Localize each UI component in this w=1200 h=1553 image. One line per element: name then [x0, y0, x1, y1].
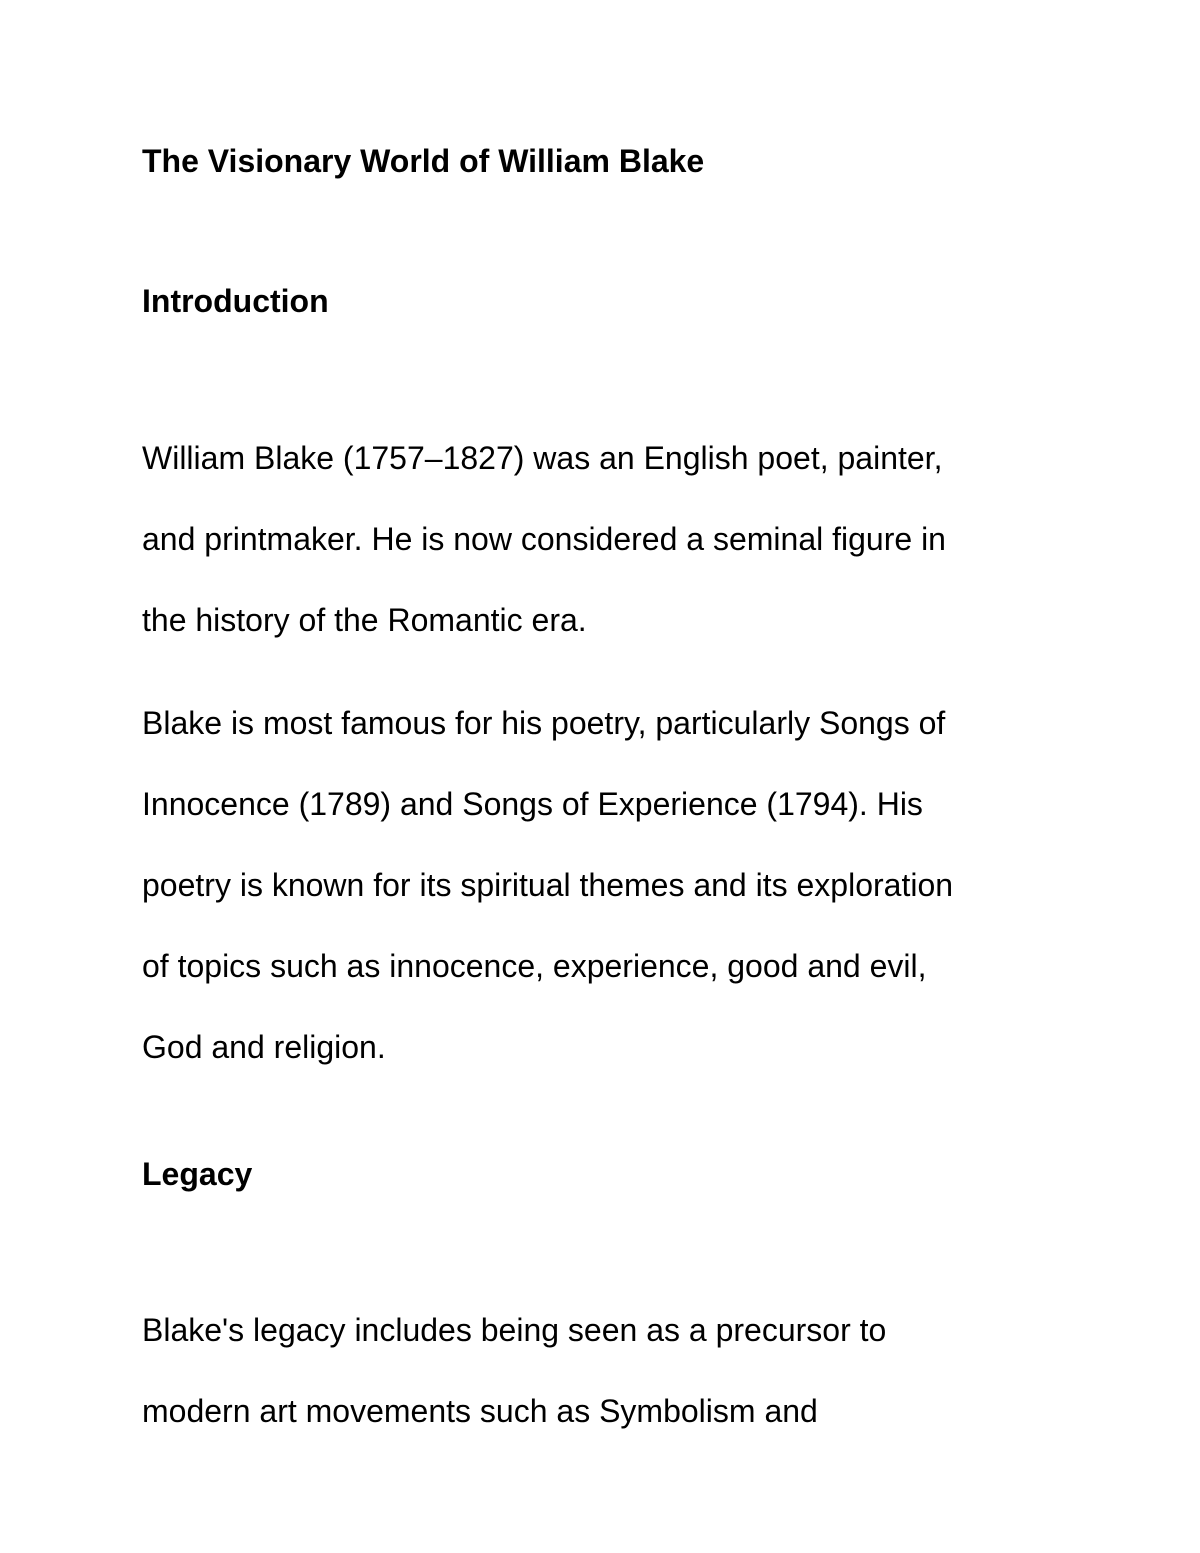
- text-line: William Blake (1757–1827) was an English poet, painter,: [142, 440, 943, 476]
- text-line: Blake's legacy includes being seen as a precursor to: [142, 1312, 887, 1348]
- text-line: Blake is most famous for his poetry, particularly Songs of: [142, 705, 946, 741]
- text-line: the history of the Romantic era.: [142, 602, 587, 638]
- section-heading-legacy: Legacy: [142, 1156, 253, 1192]
- text-line: God and religion.: [142, 1029, 386, 1065]
- document-content: [142, 137, 1047, 1452]
- paragraph-intro-2: [142, 683, 1047, 1088]
- text-line: Innocence (1789) and Songs of Experience (1794). His: [142, 786, 923, 822]
- document-title: The Visionary World of William Blake: [142, 143, 705, 179]
- section-heading-introduction: Introduction: [142, 283, 329, 319]
- text-line: and printmaker. He is now considered a seminal figure in: [142, 521, 946, 557]
- text-line: modern art movements such as Symbolism and: [142, 1393, 818, 1429]
- text-line: poetry is known for its spiritual themes and its exploration: [142, 867, 954, 903]
- paragraph-legacy-1: [142, 1290, 1047, 1452]
- paragraph-intro-1: [142, 418, 1047, 661]
- text-line: of topics such as innocence, experience, good and evil,: [142, 948, 927, 984]
